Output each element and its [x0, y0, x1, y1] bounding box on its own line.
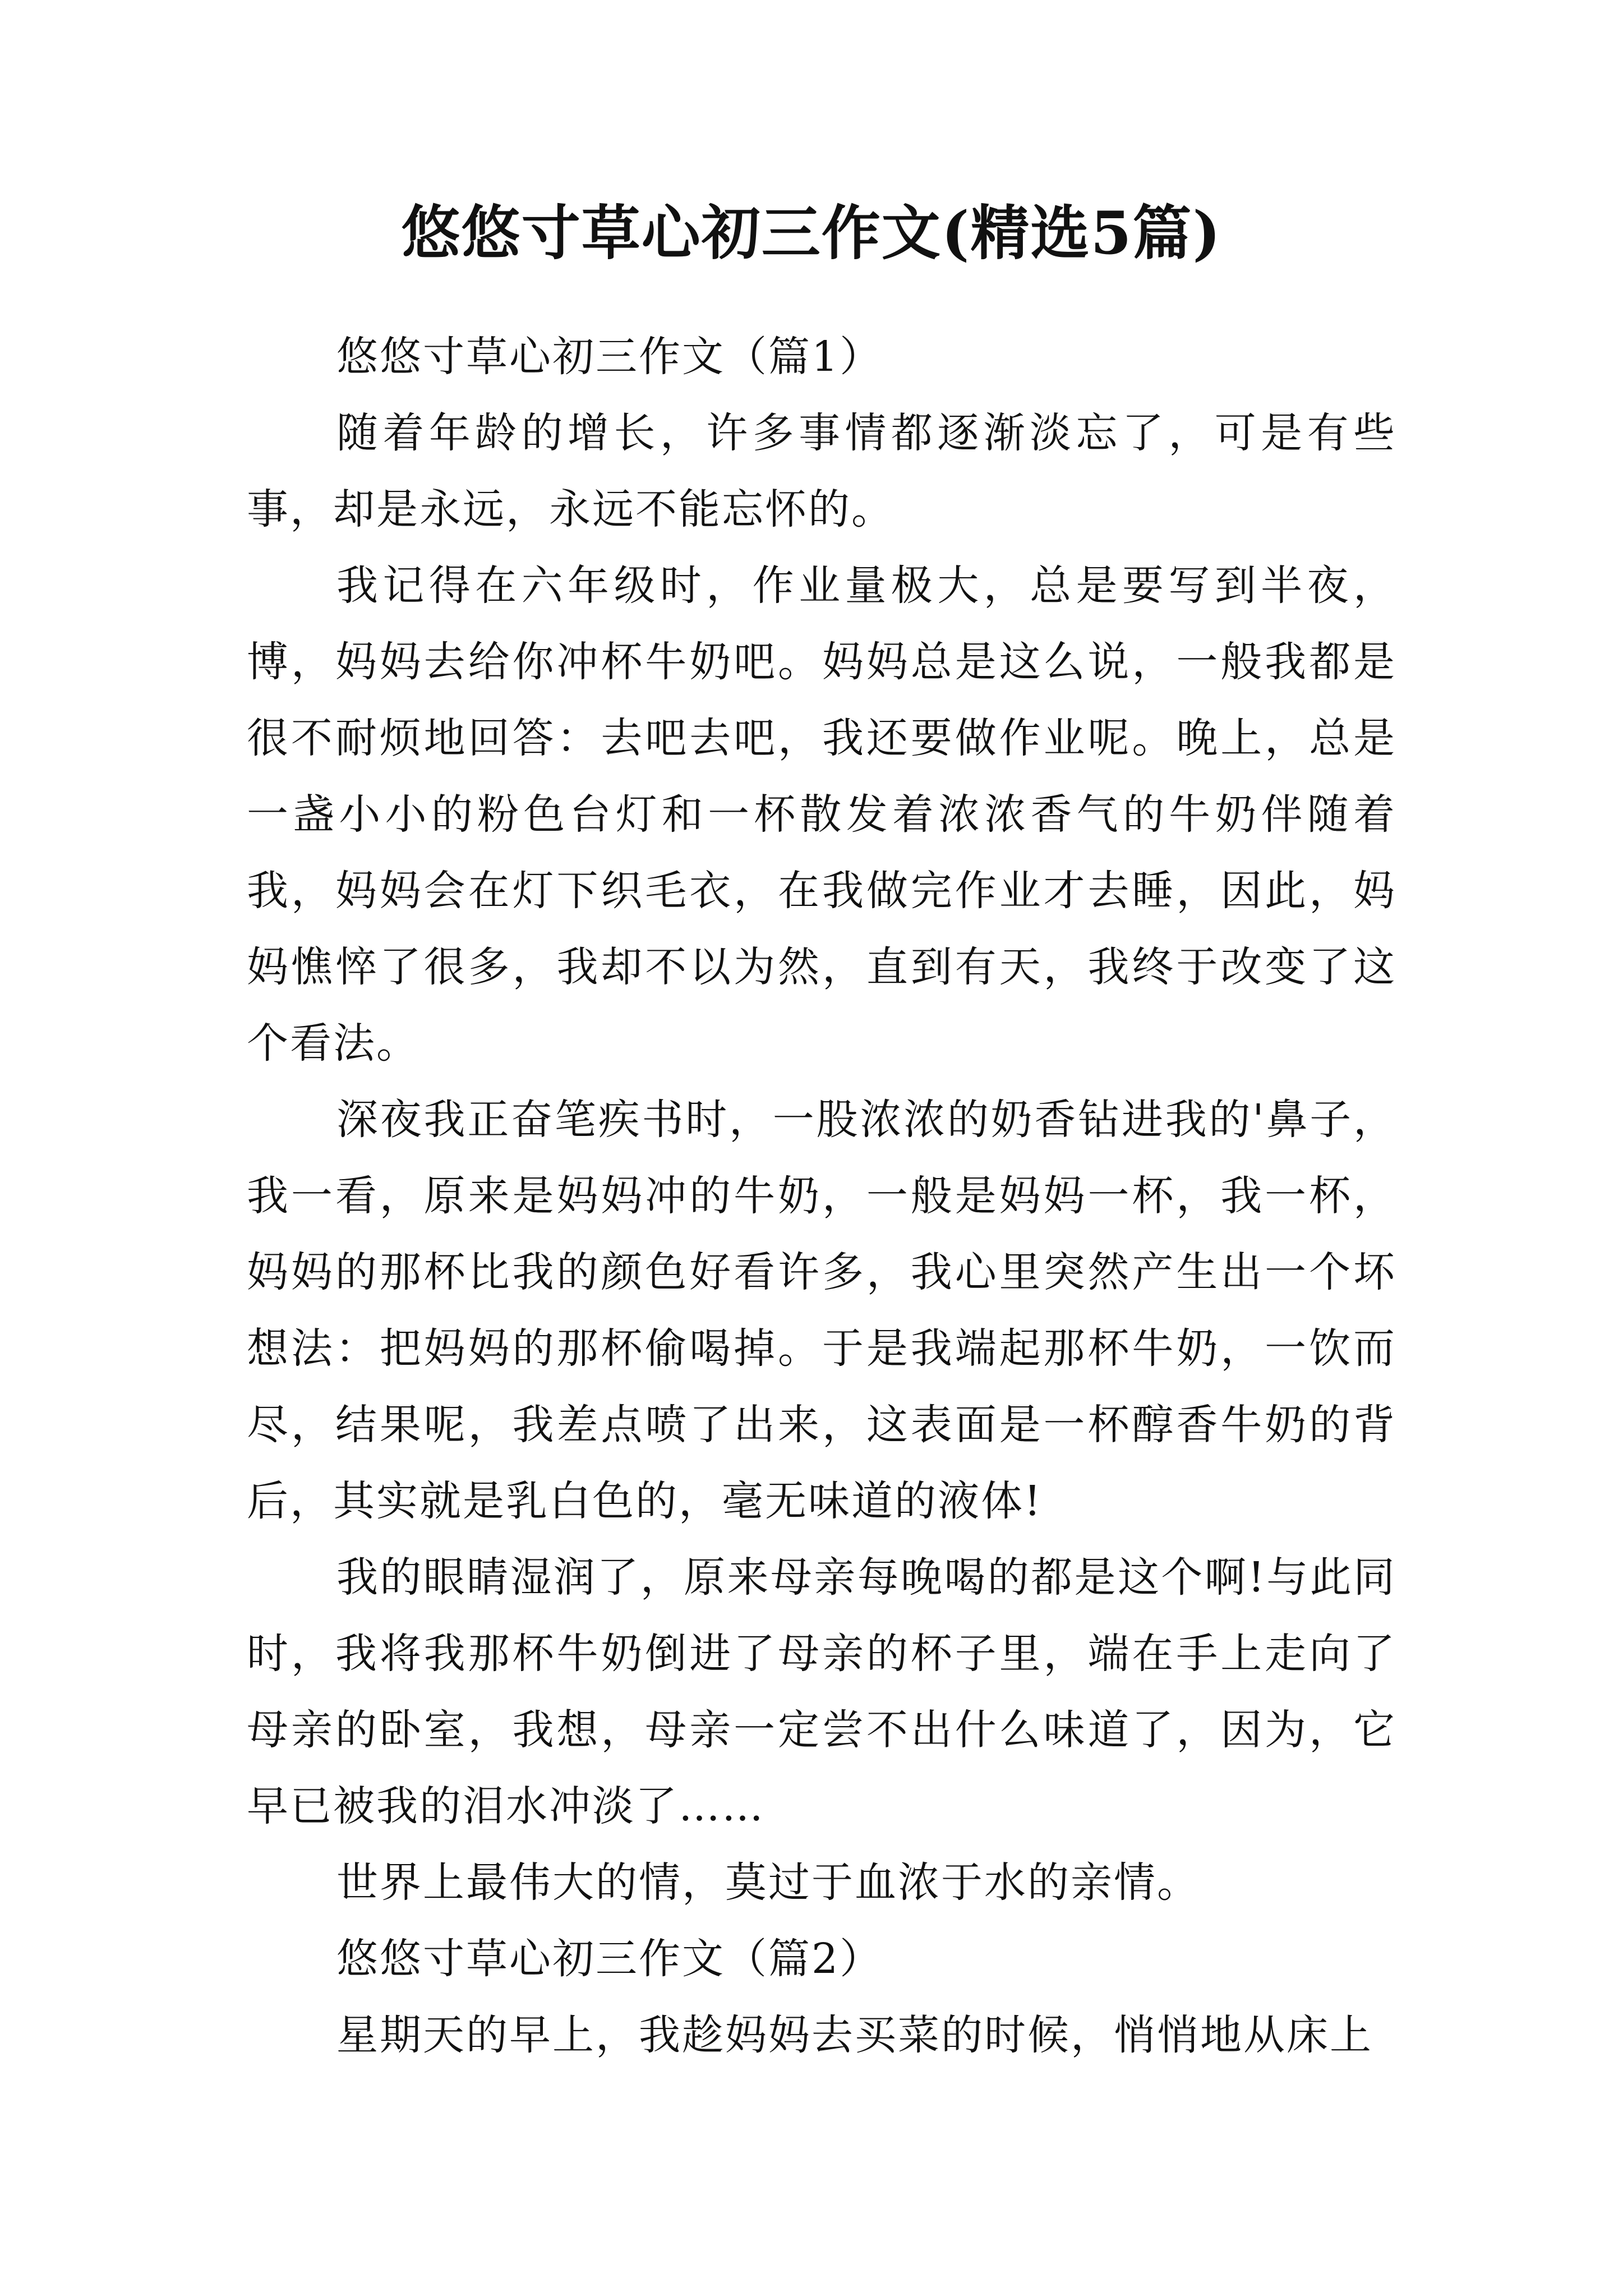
paragraph: 星期天的早上，我趁妈妈去买菜的时候，悄悄地从床上 — [336, 2011, 1373, 2059]
document-title: 悠悠寸草心初三作文(精选5篇) — [401, 198, 1222, 268]
paragraph: 随着年龄的增长，许多事情都逐渐淡忘了，可是有些事，却是永远，永远不能忘怀的。 — [247, 409, 1396, 533]
paragraph: 世界上最伟大的情，莫过于血浓于水的亲情。 — [336, 1858, 1200, 1907]
paragraph: 深夜我正奋笔疾书时，一股浓浓的奶香钻进我的'鼻子，我一看，原来是妈妈冲的牛奶，一般是妈妈一杯，我一杯，妈妈的那杯比我的颜色好看许多，我心里突然产生出一个坏想法：把妈妈的那杯偷喝掉。于是我端起那杯牛奶，一饮而尽，结果呢，我差点喷了出来，这表面是一杯醇香牛奶的背后，其实就是乳白色的，毫无味道的液体! — [247, 1096, 1396, 1525]
paragraph: 我的眼睛湿润了，原来母亲每晚喝的都是这个啊!与此同时，我将我那杯牛奶倒进了母亲的杯子里，端在手上走向了母亲的卧室，我想，母亲一定尝不出什么味道了，因为，它早已被我的泪水冲淡了…… — [247, 1553, 1396, 1830]
document-body — [247, 319, 1396, 2073]
section-heading-1: 悠悠寸草心初三作文（篇1） — [336, 333, 883, 381]
paragraph: 我记得在六年级时，作业量极大，总是要写到半夜，博，妈妈去给你冲杯牛奶吧。妈妈总是这么说，一般我都是很不耐烦地回答：去吧去吧，我还要做作业呢。晚上，总是一盏小小的粉色台灯和一杯散发着浓浓香气的牛奶伴随着我，妈妈会在灯下织毛衣，在我做完作业才去睡，因此，妈妈憔悴了很多，我却不以为然，直到有天，我终于改变了这个看法。 — [247, 562, 1396, 1068]
section-heading-2: 悠悠寸草心初三作文（篇2） — [336, 1935, 883, 1983]
